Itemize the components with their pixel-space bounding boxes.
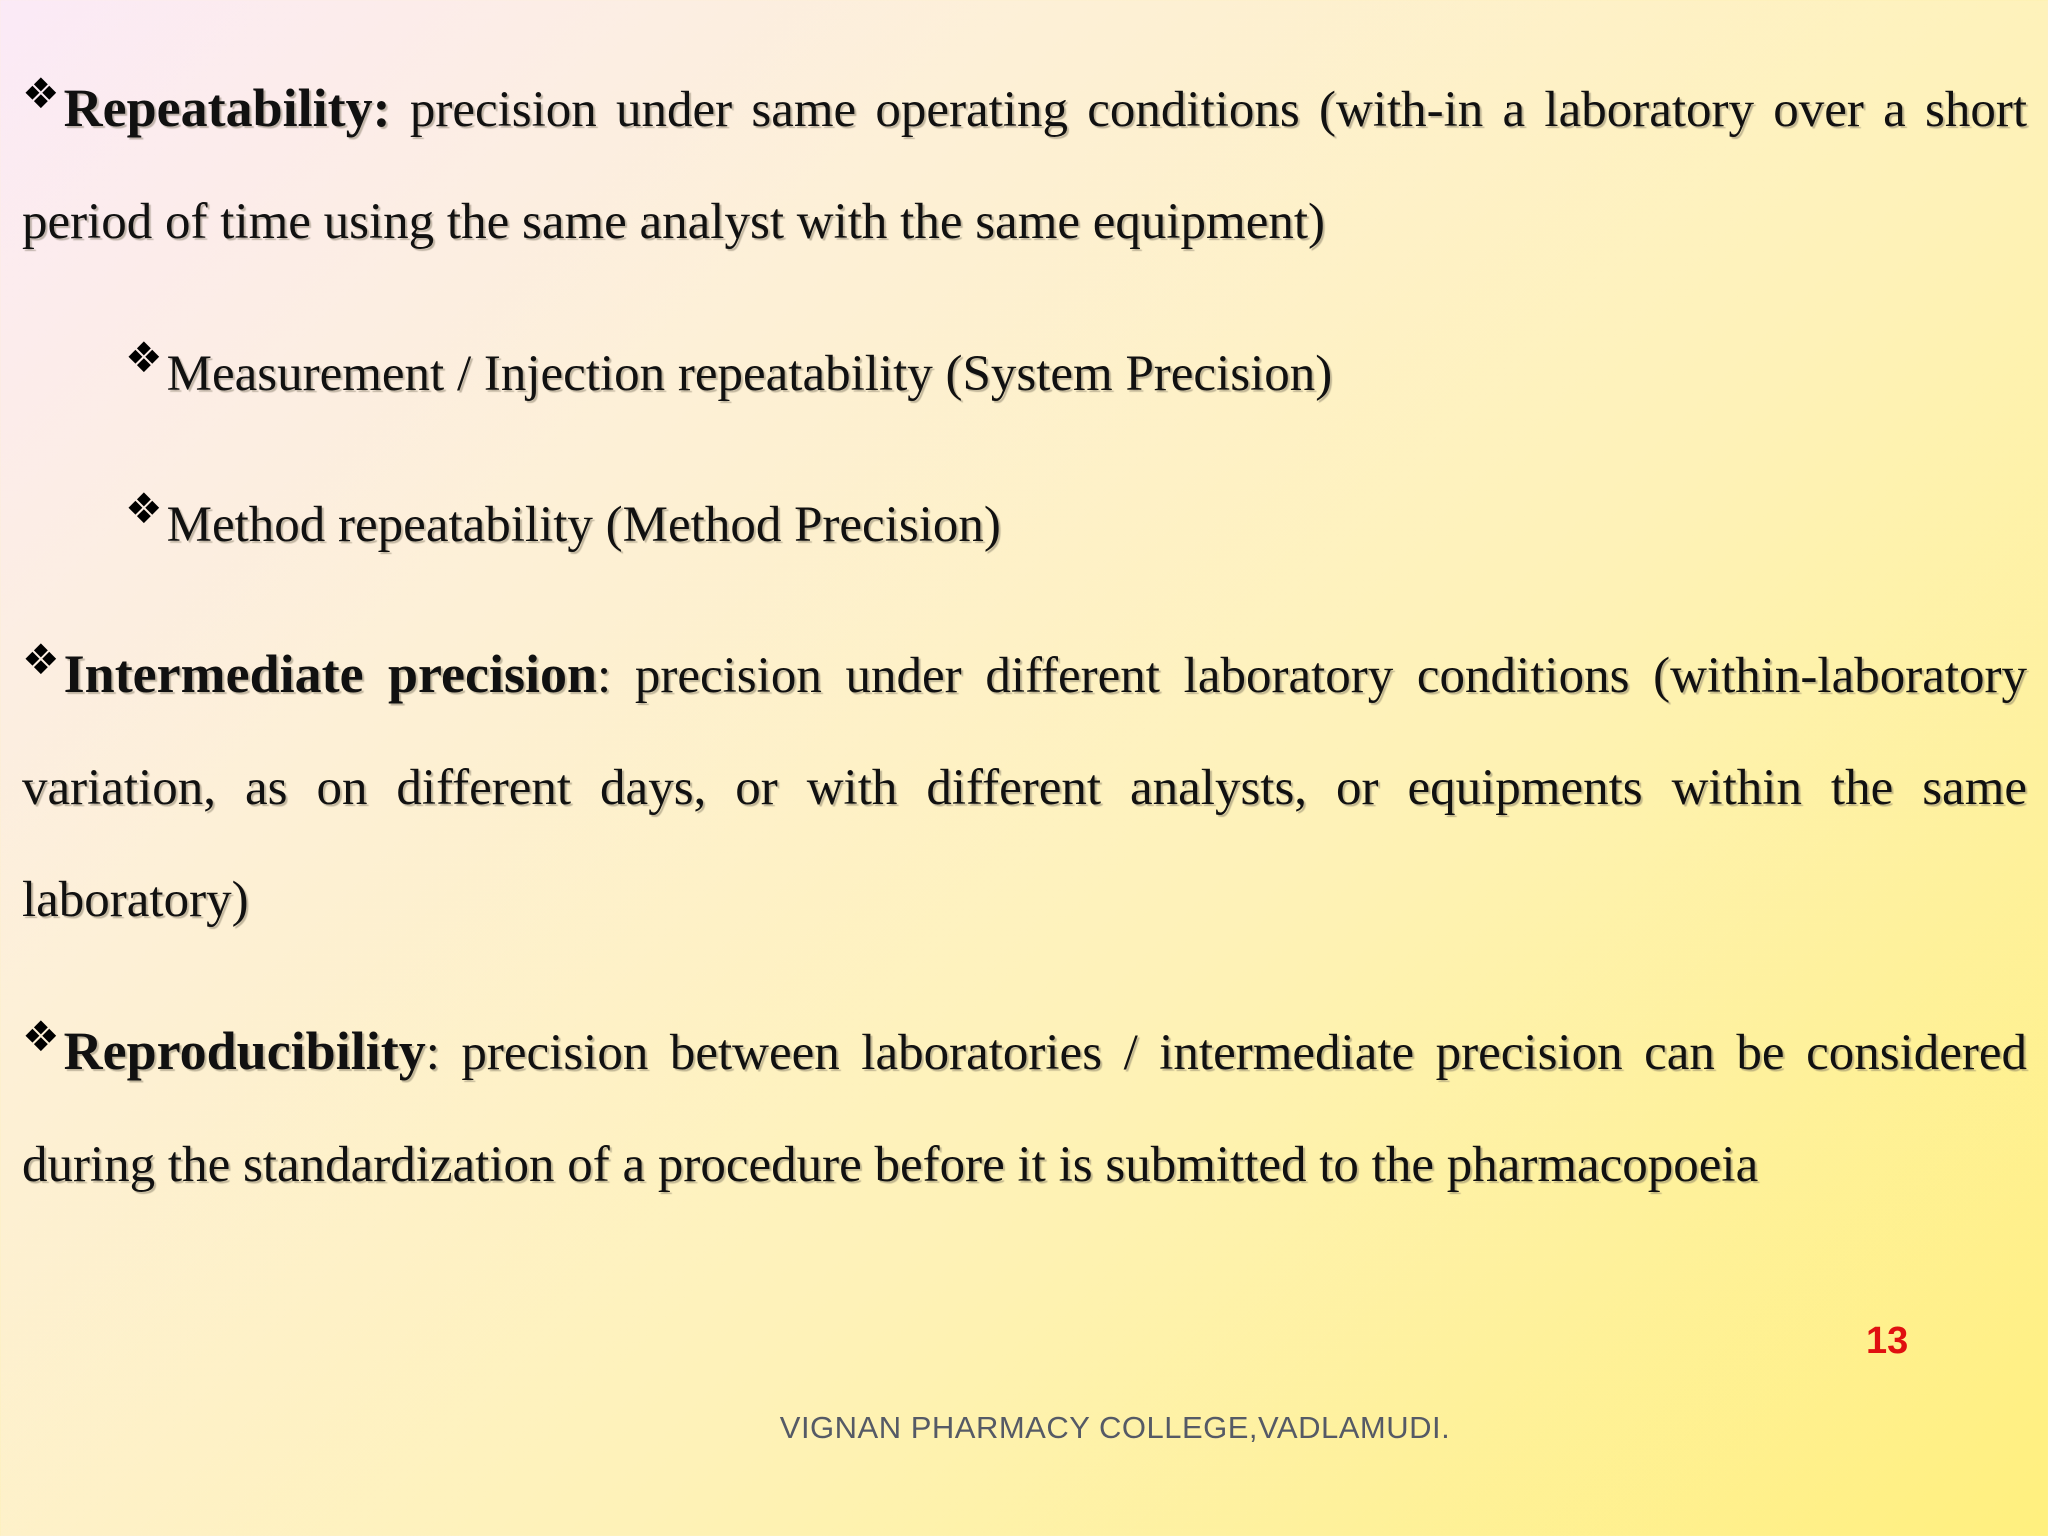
sub-bullet-system-precision [125,302,2005,430]
text-repeatability: precision under same operating conditions (with-in a laboratory over a short period of time using the same analyst with the same equipment) [22,82,2027,250]
term-reproducibility: Reproducibility [63,1021,426,1081]
bullet-reproducibility [22,981,2027,1221]
term-intermediate-precision: Intermediate precision [63,644,598,704]
text-system-precision: Measurement / Injection repeatability (System Precision) [166,346,1333,402]
footer-college-name: VIGNAN PHARMACY COLLEGE,VADLAMUDI. [779,1410,1451,1445]
four-diamond-bullet-icon: ❖ [125,333,163,382]
bullet-repeatability [22,38,2027,278]
text-reproducibility: : precision between laboratories / intermediate precision can be considered during the standardization of a procedure before it is submitted to the pharmacopoeia [22,1025,2027,1193]
sub-bullet-method-precision [125,453,2005,581]
text-method-precision: Method repeatability (Method Precision) [166,497,1001,553]
four-diamond-bullet-icon: ❖ [22,69,60,118]
four-diamond-bullet-icon: ❖ [22,635,60,684]
four-diamond-bullet-icon: ❖ [22,1012,60,1061]
bullet-intermediate-precision [22,604,2027,956]
page-number: 13 [1866,1320,1909,1362]
term-repeatability: Repeatability: [63,78,391,138]
four-diamond-bullet-icon: ❖ [125,484,163,533]
text-intermediate-precision: : precision under different laboratory conditions (within-laboratory variation, as on different days, or with different analysts, or equipments within the same laboratory) [22,648,2027,928]
